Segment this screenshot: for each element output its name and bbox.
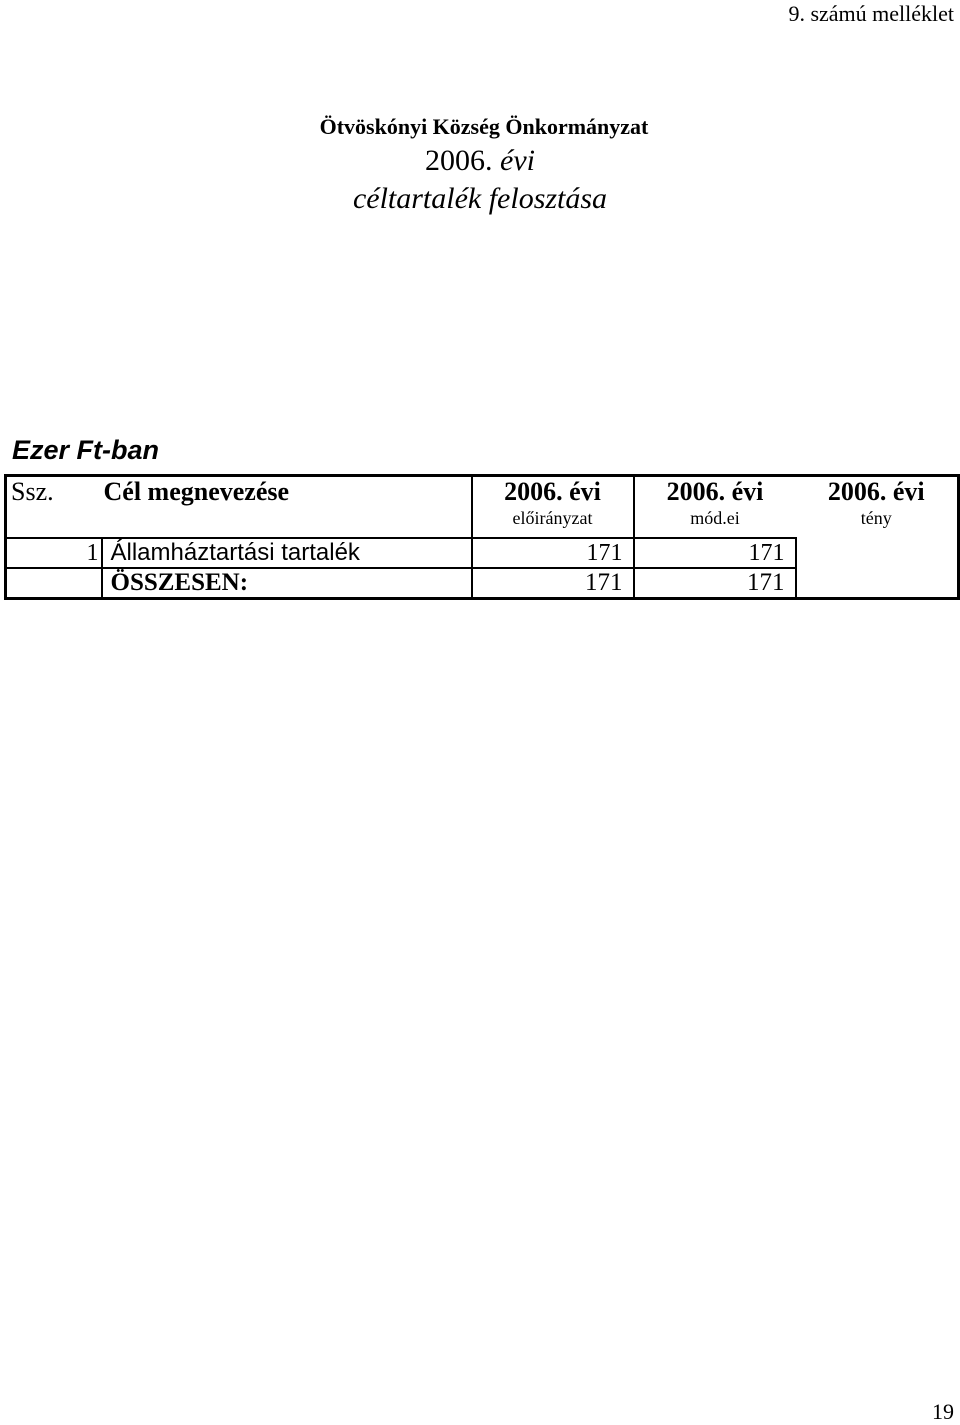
header-teny-label: tény — [860, 508, 892, 528]
total-ssz — [6, 568, 102, 599]
header-eloiranyzat-year: 2006. évi — [504, 477, 601, 506]
annex-label: 9. számú melléklet — [788, 1, 954, 26]
document-subtitle: céltartalék felosztása — [352, 182, 608, 215]
table-row — [6, 538, 959, 568]
header-teny — [796, 476, 959, 539]
header-mod-ei — [634, 476, 796, 539]
page-number: 19 — [932, 1399, 954, 1424]
header-eloiranyzat-label: előirányzat — [512, 508, 593, 528]
total-label: ÖSSZESEN: — [102, 568, 472, 599]
header-mod-ei-year: 2006. évi — [666, 477, 764, 506]
header-name: Cél megnevezése — [102, 476, 472, 539]
row-teny — [796, 538, 959, 568]
organization-name: Ötvöskónyi Község Önkormányzat — [319, 114, 649, 139]
row-ssz: 1 — [6, 538, 102, 568]
reserve-table-container — [4, 474, 957, 600]
header-ssz: Ssz. — [6, 476, 102, 539]
header-mod-ei-label: mód.ei — [690, 508, 740, 528]
title-year-suffix: évi — [500, 144, 535, 177]
title-year — [0, 143, 960, 179]
header-teny-year: 2006. évi — [827, 477, 925, 506]
total-mod-ei: 171 — [634, 568, 796, 599]
total-teny — [796, 568, 959, 599]
title-year-number: 2006. — [425, 144, 493, 177]
table-total-row — [6, 568, 959, 599]
row-name: Államháztartási tartalék — [102, 538, 472, 568]
table-header-row — [6, 476, 959, 539]
header-eloiranyzat — [472, 476, 634, 539]
unit-label: Ezer Ft-ban — [12, 435, 160, 465]
row-mod-ei: 171 — [634, 538, 796, 568]
row-eloiranyzat: 171 — [472, 538, 634, 568]
reserve-table — [4, 474, 960, 600]
total-eloiranyzat: 171 — [472, 568, 634, 599]
